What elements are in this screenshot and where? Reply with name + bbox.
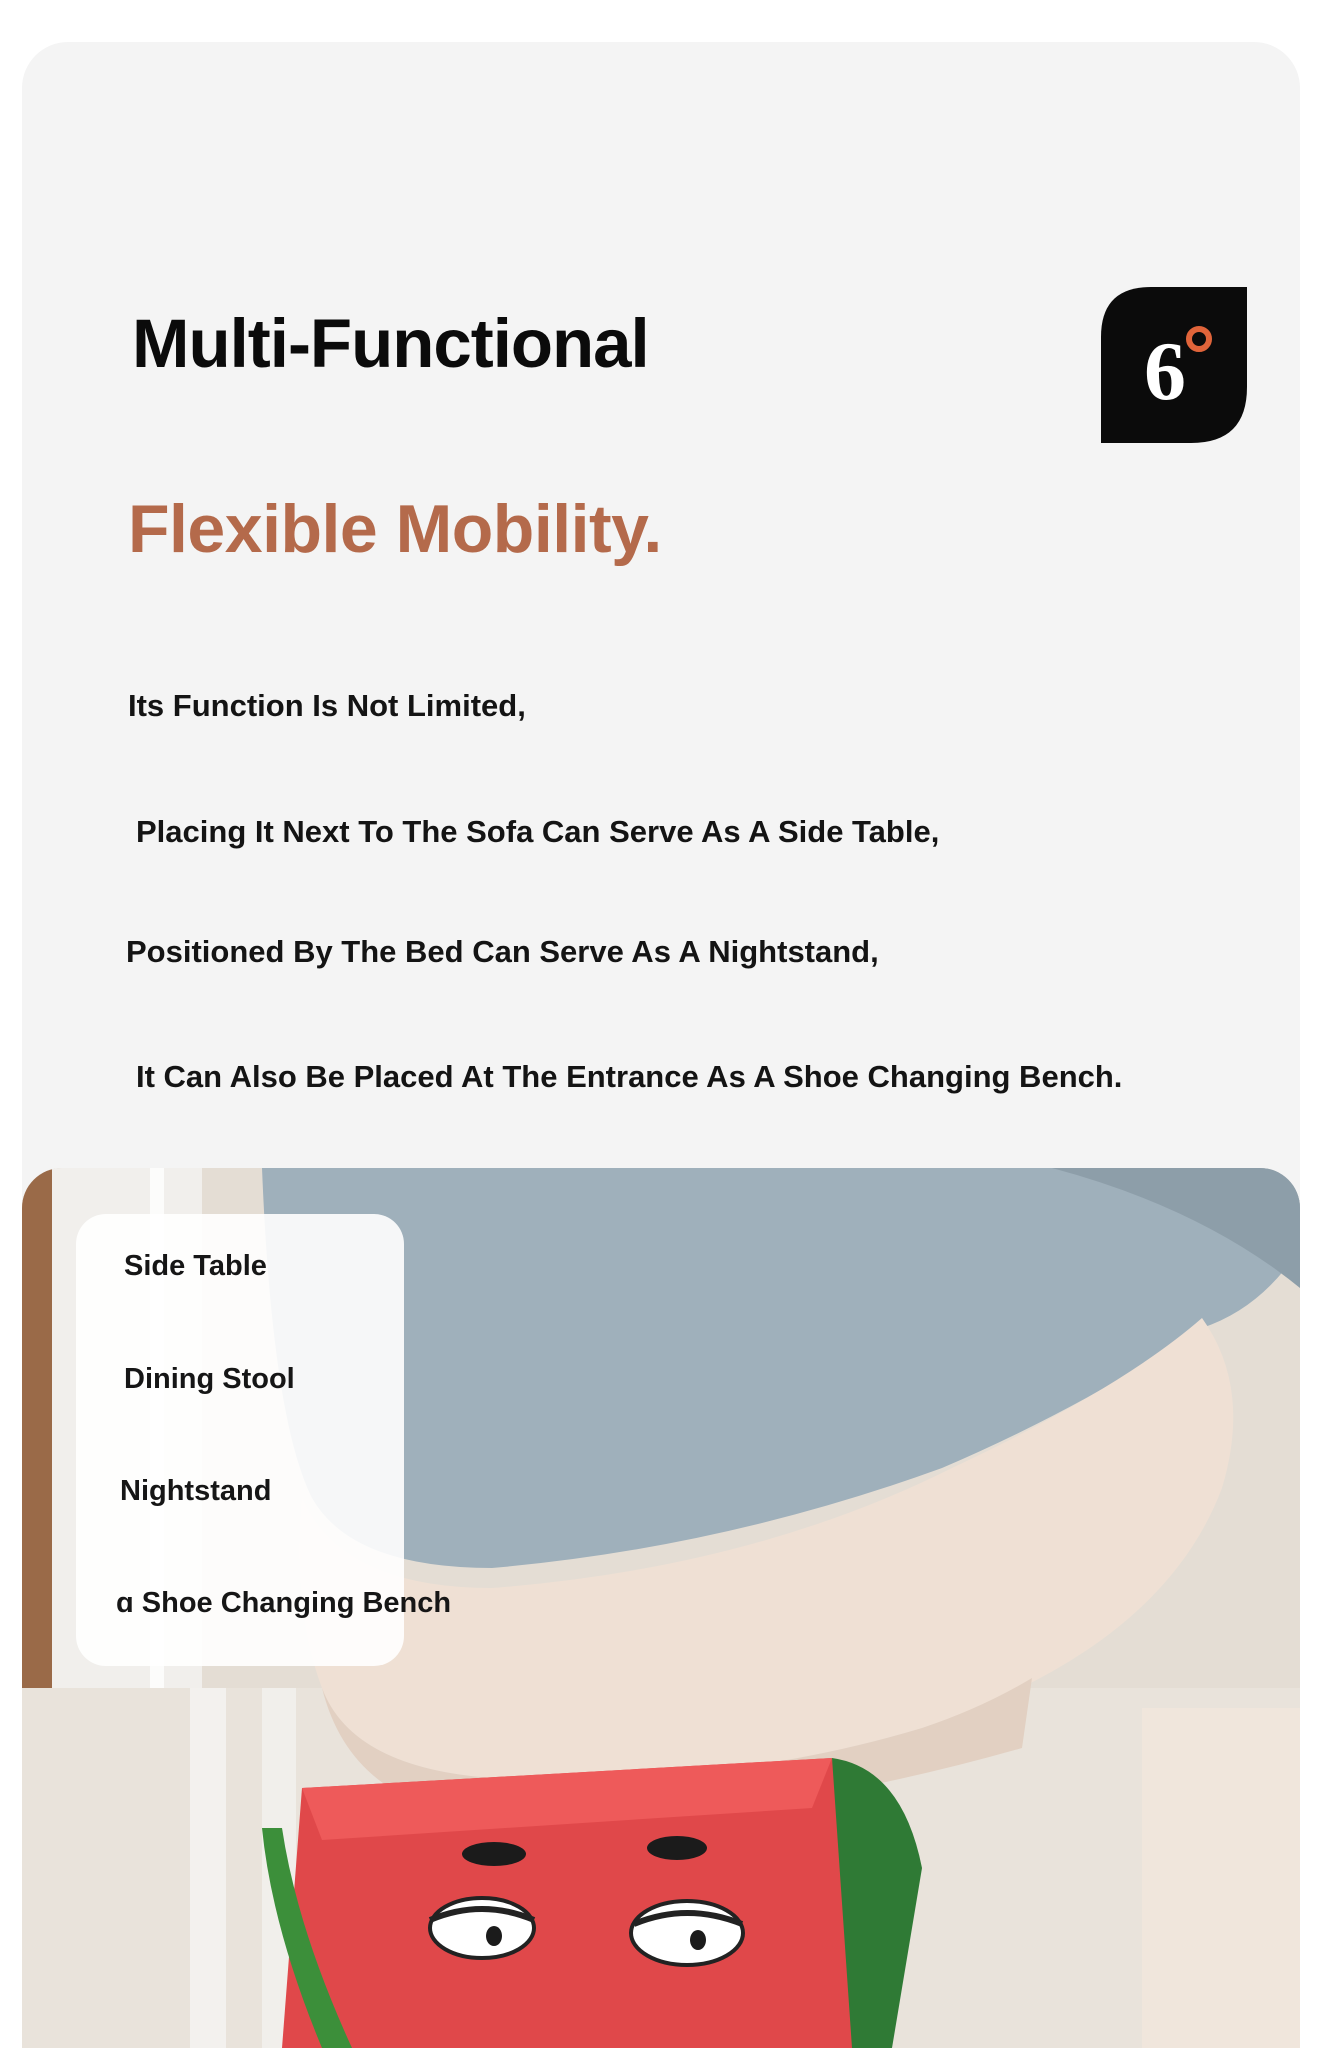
use-item-nightstand: Nightstand xyxy=(120,1475,272,1507)
description-line: Its Function Is Not Limited, xyxy=(128,688,526,723)
use-item-dining-stool: Dining Stool xyxy=(124,1363,295,1395)
page-title: Multi-Functional xyxy=(132,305,649,382)
description-line: It Can Also Be Placed At The Entrance As A Shoe Changing Bench. xyxy=(136,1059,1123,1094)
use-item-side-table: Side Table xyxy=(124,1250,267,1282)
product-card xyxy=(22,42,1300,2048)
use-item-shoe-bench: ɑ Shoe Changing Bench xyxy=(116,1587,452,1619)
description-line: Positioned By The Bed Can Serve As A Nightstand, xyxy=(126,934,879,969)
description-line: Placing It Next To The Sofa Can Serve As A Side Table, xyxy=(136,814,940,849)
page-subtitle: Flexible Mobility. xyxy=(128,491,662,567)
badge-number: 6 xyxy=(1144,325,1186,418)
number-badge-icon xyxy=(1101,287,1247,443)
